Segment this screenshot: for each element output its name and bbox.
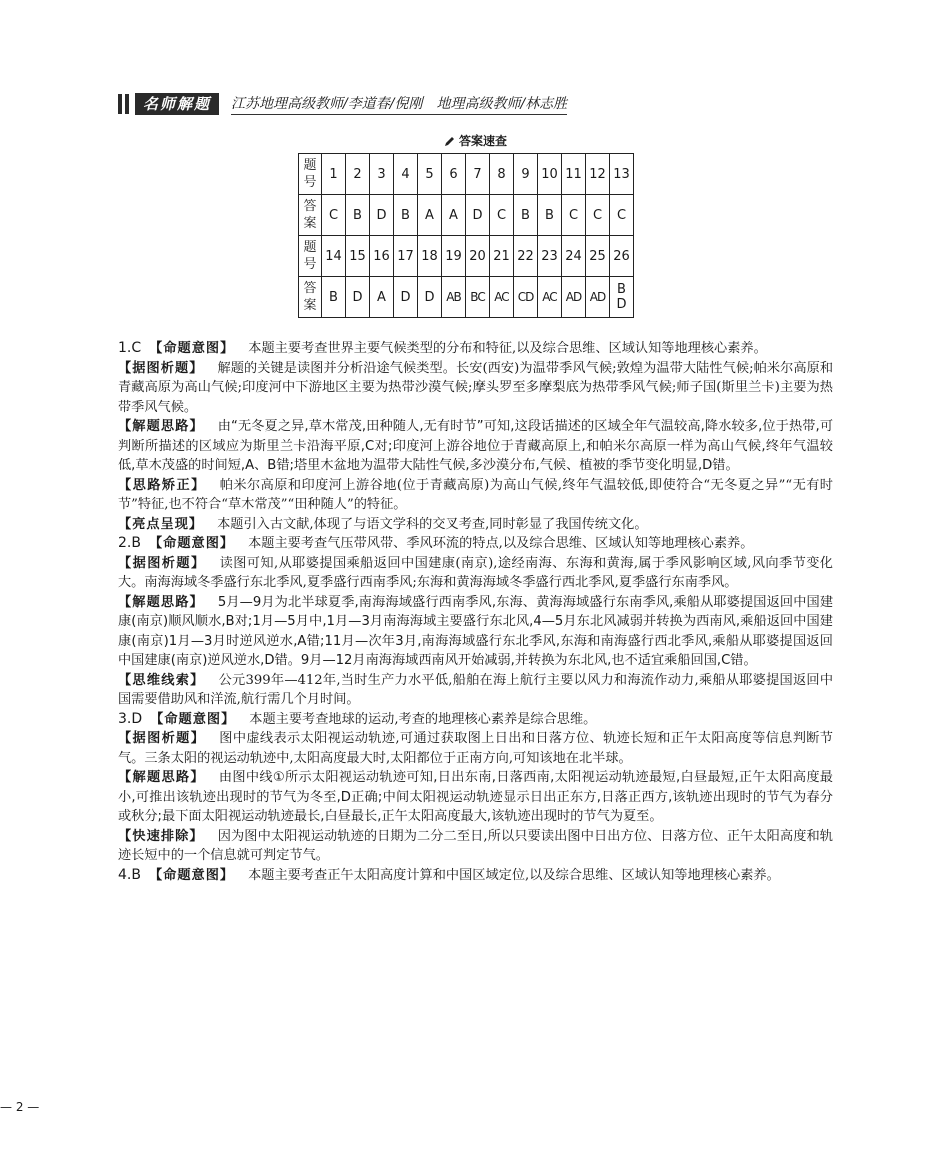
answer-cell: 8 xyxy=(490,154,514,195)
paragraph-text: 公元399年—412年,当时生产力水平低,船舶在海上航行主要以风力和海流作动力,乘船从耶婆提国返回中国需要借助风和洋流,航行需几个月时间。 xyxy=(118,672,834,707)
section-tag: 【命题意图】 xyxy=(150,711,236,727)
paragraph-text: 本题主要考查正午太阳高度计算和中国区域定位,以及综合思维、区域认知等地理核心素养。 xyxy=(248,867,780,883)
paragraph-text: 帕米尔高原和印度河上游谷地(位于青藏高原)为高山气候,终年气温较低,即使符合“无冬夏之异”“无有时节”特征,也不符合“草木常茂”“田种随人”的特征。 xyxy=(118,477,833,512)
answer-cell: 23 xyxy=(538,236,562,277)
answer-cell: C xyxy=(562,195,586,236)
row-label: 答 案 xyxy=(299,277,322,318)
paragraph-text: 解题的关键是读图并分析沿途气候类型。长安(西安)为温带季风气候;敦煌为温带大陆性气候;帕米尔高原和青藏高原为高山气候;印度河中下游地区主要为热带沙漠气候;摩头罗至多摩梨底为热带季风气候;师子国(斯里兰卡)主要为热带季风气候。 xyxy=(118,360,834,415)
section-tag: 【解题思路】 xyxy=(118,594,204,610)
section-tag: 【思维线索】 xyxy=(118,672,205,688)
answer-cell: 11 xyxy=(562,154,586,195)
section-tag: 【思路矫正】 xyxy=(118,477,206,493)
paragraph-text: 由“无冬夏之异,草木常茂,田种随人,无有时节”可知,这段话描述的区域全年气温较高,降水较多,位于热带,可判断所描述的区域应为斯里兰卡沿海平原,C对;印度河上游谷地位于青藏高原上,和帕米尔高原一样为高山气候,终年气温较低,草木茂盛的时间短,A、B错;塔里木盆地为温带大陆性气候,多沙漠分布,气候、植被的季节变化明显,D错。 xyxy=(118,419,834,473)
section-tag: 【命题意图】 xyxy=(148,867,235,883)
section-tag: 【解题思路】 xyxy=(118,770,205,785)
paragraph-text: 5月—9月为北半球夏季,南海海域盛行西南季风,东海、黄海海域盛行东南季风,乘船从耶婆提国返回中国建康(南京)顺风顺水,B对;1月—5月中,1月—3月南海海域主要盛行东北风,4—5月东北风减弱并转换为西南风,乘船返回中国建康(南京)1月—3月时逆风逆水,A错;11月—次年3月,南海海域盛行东北季风,东海和南海盛行西北季风,乘船从耶婆提国返回中国建康(南京)逆风逆水,D错。9月—12月南海海域西南风开始减弱,并转换为东北风,也不适宜乘船回国,C错。 xyxy=(118,594,834,668)
row-label: 题 号 xyxy=(299,154,322,195)
section-tag: 【命题意图】 xyxy=(148,536,235,551)
explanation-paragraph xyxy=(118,827,833,866)
answer-cell: B xyxy=(346,195,370,236)
answer-cell: 22 xyxy=(514,236,538,277)
row-label: 答 案 xyxy=(299,195,322,236)
question-number: 4.B xyxy=(118,866,141,883)
answer-cell: 2 xyxy=(346,154,370,195)
answer-cell: 20 xyxy=(466,236,490,277)
paragraph-text: 本题主要考查世界主要气候类型的分布和特征,以及综合思维、区域认知等地理核心素养。 xyxy=(248,341,767,356)
answer-table-row xyxy=(299,195,634,236)
paragraph-text: 因为图中太阳视运动轨迹的日期为二分二至日,所以只要读出图中日出方位、日落方位、正午太阳高度和轨迹长短中的一个信息就可判定节气。 xyxy=(118,828,833,863)
answer-cell: 18 xyxy=(418,236,442,277)
answer-cell: 10 xyxy=(538,154,562,195)
explanation-paragraph xyxy=(118,554,833,593)
answer-table-row xyxy=(299,277,634,318)
answer-table-title xyxy=(444,132,507,149)
explanation-paragraph xyxy=(118,339,833,359)
header-bars xyxy=(118,94,129,114)
section-tag: 【据图析题】 xyxy=(118,731,206,746)
explanation-paragraph xyxy=(118,515,833,535)
answer-cell: 21 xyxy=(490,236,514,277)
answer-cell: 14 xyxy=(322,236,346,277)
explanation-paragraph xyxy=(118,476,833,515)
answer-table-title-text: 答案速查 xyxy=(459,134,508,148)
explanation-paragraph xyxy=(118,534,833,554)
answer-cell: 26 xyxy=(610,236,634,277)
explanations xyxy=(118,339,833,885)
explanation-paragraph xyxy=(118,671,833,710)
answer-cell: D xyxy=(370,195,394,236)
page-number: — 2 — xyxy=(0,1100,40,1114)
answer-cell: CD xyxy=(514,277,538,318)
paragraph-text: 由图中线①所示太阳视运动轨迹可知,日出东南,日落西南,太阳视运动轨迹最短,白昼最短,正午太阳高度最小,可推出该轨迹出现时的节气为冬至,D正确;中间太阳视运动轨迹显示日出正东方,日落正西方,该轨迹出现时的节气为春分或秋分;最下面太阳视运动轨迹最长,白昼最长,正午太阳高度最大,该轨迹出现时的节气为夏至。 xyxy=(118,770,833,824)
answer-cell: AC xyxy=(490,277,514,318)
answer-cell: 19 xyxy=(442,236,466,277)
answer-cell: 7 xyxy=(466,154,490,195)
answer-cell: B xyxy=(394,195,418,236)
answer-cell: 12 xyxy=(586,154,610,195)
teacher-credits: 江苏地理高级教师/李道春/倪刚 地理高级教师/林志胜 xyxy=(231,93,567,115)
answer-table-row xyxy=(299,154,634,195)
answer-cell: D xyxy=(346,277,370,318)
answer-cell: 15 xyxy=(346,236,370,277)
answer-cell: A xyxy=(370,277,394,318)
answer-table-row xyxy=(299,236,634,277)
answer-cell: C xyxy=(322,195,346,236)
answer-cell: 3 xyxy=(370,154,394,195)
section-tag: 【据图析题】 xyxy=(118,555,206,571)
answer-cell: D xyxy=(418,277,442,318)
explanation-paragraph xyxy=(118,729,833,768)
section-tag: 【命题意图】 xyxy=(149,341,235,356)
answer-cell: C xyxy=(586,195,610,236)
answer-cell: 9 xyxy=(514,154,538,195)
answer-cell: A xyxy=(418,195,442,236)
answer-cell: C xyxy=(610,195,634,236)
answer-cell: B xyxy=(322,277,346,318)
paragraph-text: 读图可知,从耶婆提国乘船返回中国建康(南京),途经南海、东海和黄海,属于季风影响区域,风向季节变化大。南海海域冬季盛行东北季风,夏季盛行西南季风;东海和黄海海域冬季盛行西北季风,夏季盛行东南季风。 xyxy=(118,555,833,590)
answer-cell: B D xyxy=(610,277,634,318)
answer-cell: AD xyxy=(586,277,610,318)
explanation-paragraph xyxy=(118,866,833,886)
answer-cell: BC xyxy=(466,277,490,318)
paragraph-text: 本题主要考查地球的运动,考查的地理核心素养是综合思维。 xyxy=(249,711,597,727)
section-tag: 【快速排除】 xyxy=(118,828,204,844)
answer-cell: AC xyxy=(538,277,562,318)
answer-cell: B xyxy=(514,195,538,236)
answer-cell: A xyxy=(442,195,466,236)
answer-cell: 24 xyxy=(562,236,586,277)
paragraph-text: 图中虚线表示太阳视运动轨迹,可通过获取图上日出和日落方位、轨迹长短和正午太阳高度等信息判断节气。三条太阳的视运动轨迹中,太阳高度最大时,太阳都位于正南方向,可知该地在北半球。 xyxy=(118,731,833,766)
explanation-paragraph xyxy=(118,593,833,671)
question-number: 2.B xyxy=(118,535,141,551)
section-badge: 名师解题 xyxy=(135,93,219,115)
answer-cell: 16 xyxy=(370,236,394,277)
section-header xyxy=(118,93,567,115)
section-tag: 【据图析题】 xyxy=(118,360,204,376)
answer-cell: D xyxy=(394,277,418,318)
pencil-icon xyxy=(444,135,456,147)
answer-cell: 5 xyxy=(418,154,442,195)
question-number: 3.D xyxy=(118,710,143,727)
paragraph-text: 本题引入古文献,体现了与语文学科的交叉考查,同时彰显了我国传统文化。 xyxy=(217,516,648,532)
answer-cell: AB xyxy=(442,277,466,318)
answer-cell: 1 xyxy=(322,154,346,195)
explanation-paragraph xyxy=(118,417,833,476)
explanation-paragraph xyxy=(118,768,833,827)
section-tag: 【解题思路】 xyxy=(118,419,204,434)
answer-cell: C xyxy=(490,195,514,236)
section-tag: 【亮点呈现】 xyxy=(118,516,204,532)
explanation-paragraph xyxy=(118,710,833,730)
answer-cell: 13 xyxy=(610,154,634,195)
answer-cell: D xyxy=(466,195,490,236)
question-number: 1.C xyxy=(118,340,142,356)
answer-cell: AD xyxy=(562,277,586,318)
row-label: 题 号 xyxy=(299,236,322,277)
answer-cell: 6 xyxy=(442,154,466,195)
answer-table xyxy=(298,153,634,318)
answer-cell: 17 xyxy=(394,236,418,277)
answer-cell: 4 xyxy=(394,154,418,195)
explanation-paragraph xyxy=(118,359,833,418)
answer-cell: B xyxy=(538,195,562,236)
answer-cell: 25 xyxy=(586,236,610,277)
paragraph-text: 本题主要考查气压带风带、季风环流的特点,以及综合思维、区域认知等地理核心素养。 xyxy=(248,536,754,551)
